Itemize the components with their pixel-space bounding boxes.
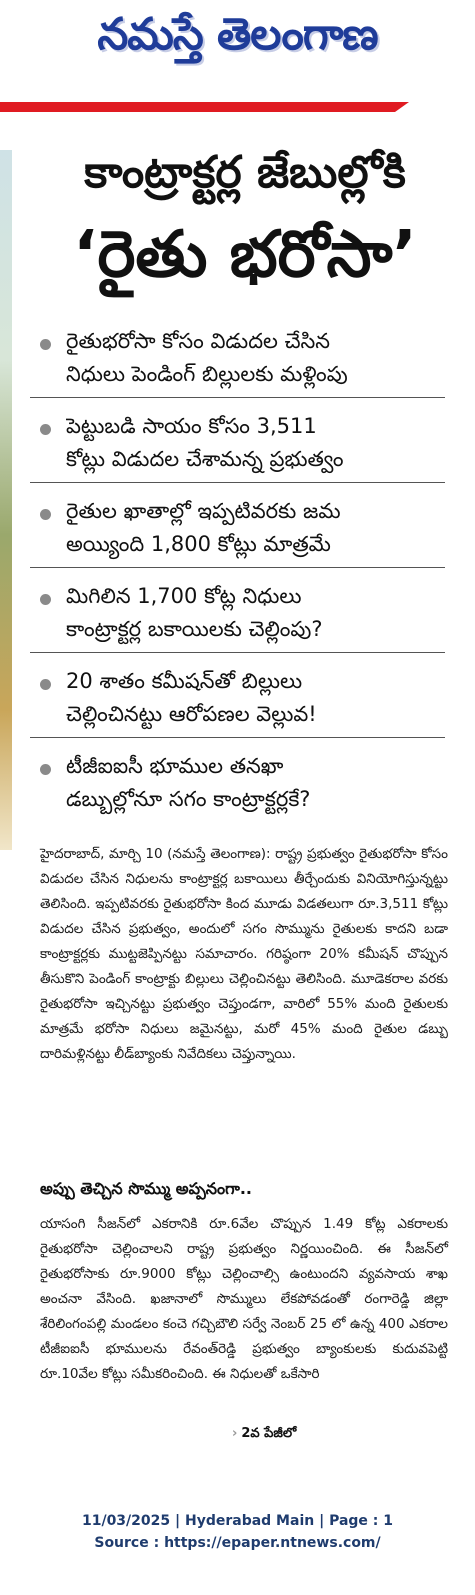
bullet-line: టీజీఐఐసీ భూముల తనఖా xyxy=(66,754,284,778)
bullet-dot-icon xyxy=(40,424,51,435)
red-divider xyxy=(0,102,395,112)
continued-label: 2వ పేజీలో xyxy=(241,1426,297,1441)
bullet-line: అయ్యింది 1,800 కోట్లు మాత్రమే xyxy=(66,532,331,556)
bullet-list xyxy=(30,325,445,834)
article-paragraph-2: యాసంగి సీజన్‌లో ఎకరానికి రూ.6వేల చొప్పున 1.49 కోట్ల ఎకరాలకు రైతుభరోసా చెల్లించాలని రాష్ట్ర ప్రభుత్వం నిర్ణయించింది. ఈ సీజన్‌లో రైతుభరోసాకు రూ.9000 కోట్లు చెల్లించాల్సి ఉంటుందని వ్యవసాయ శాఖ అంచనా వేసింది. ఖజానాలో సొమ్ములు లేకపోవడంతో రంగారెడ్డి జిల్లా శేరిలింగంపల్లి మండలం కంచె గచ్చిబౌలి సర్వే నెంబర్ 25 లో ఉన్న 400 ఎకరాల టీజీఐఐసీ భూములను రేవంత్‌రెడ్డి ప్రభుత్వం బ్యాంకులకు కుదువపెట్టి రూ.10వేల కోట్లు సమీకరించింది. ఈ నిధులతో ఒకేసారి xyxy=(40,1216,448,1382)
article-subheading: అప్పు తెచ్చిన సొమ్ము అప్పనంగా.. xyxy=(40,1179,253,1198)
masthead xyxy=(0,0,475,80)
footer-source-link[interactable]: Source : https://epaper.ntnews.com/ xyxy=(94,1535,381,1551)
chevron-right-icon: › xyxy=(232,1426,238,1441)
bullet-dot-icon xyxy=(40,594,51,605)
headline-line-2: ‘రైతు భరోసా’ xyxy=(73,218,417,292)
bullet-item xyxy=(30,580,445,653)
bullet-item xyxy=(30,410,445,483)
bullet-dot-icon xyxy=(40,509,51,520)
bullet-line: చెల్లించినట్టు ఆరోపణల వెల్లువ! xyxy=(66,702,317,726)
bullet-item xyxy=(30,665,445,738)
bullet-line: కాంట్రాక్టర్ల బకాయిలకు చెల్లింపు? xyxy=(66,617,323,641)
bullet-line: నిధులు పెండింగ్ బిల్లులకు మళ్లింపు xyxy=(66,362,348,386)
footer-edition-info: 11/03/2025 | Hyderabad Main | Page : 1 xyxy=(81,1513,394,1529)
bullet-item xyxy=(30,495,445,568)
bullet-item xyxy=(30,325,445,398)
photo-strip xyxy=(0,150,12,850)
bullet-line: మిగిలిన 1,700 కోట్ల నిధులు xyxy=(66,584,302,608)
article-paragraph-1: హైదరాబాద్, మార్చి 10 (నమస్తే తెలంగాణ): రాష్ట్ర ప్రభుత్వం రైతుభరోసా కోసం విడుదల చేసిన నిధులను కాంట్రాక్టర్ల బకాయిలు తీర్చేందుకు వినియోగిస్తున్నట్టు తెలిసింది. ఇప్పటివరకు రైతుభరోసా కింద మూడు విడతలుగా రూ.3,511 కోట్లు విడుదల చేసిన ప్రభుత్వం, అందులో సగం సొమ్మును రైతులకు కాదని బడా కాంట్రాక్టర్లకు ముట్టజెప్పినట్టు సమాచారం. గరిష్ఠంగా 20% కమీషన్ చొప్పున తీసుకొని పెండింగ్ కాంట్రాక్టు బిల్లులు చెల్లించినట్టు తెలిసింది. మూడెకరాల వరకు రైతుభరోసా ఇచ్చినట్టు ప్రభుత్వం చెప్తుండగా, వారిలో 55% మంది రైతులకు మాత్రమే భరోసా నిధులు జమైనట్టు, మరో 45% మంది రైతుల డబ్బు దారిమళ్లినట్టు లీడ్‌బ్యాంకు నివేదికలు చెప్తున్నాయి. xyxy=(40,846,448,1062)
newspaper-title: నమస్తే తెలంగాణ xyxy=(97,9,378,60)
bullet-dot-icon xyxy=(40,764,51,775)
bullet-item xyxy=(30,750,445,822)
bullet-line: కోట్లు విడుదల చేశామన్న ప్రభుత్వం xyxy=(66,447,344,471)
bullet-line: డబ్బుల్లోనూ సగం కాంట్రాక్టర్లకే? xyxy=(66,787,311,811)
bullet-dot-icon xyxy=(40,679,51,690)
bullet-dot-icon xyxy=(40,339,51,350)
bullet-line: రైతుభరోసా కోసం విడుదల చేసిన xyxy=(66,329,331,353)
bullet-line: 20 శాతం కమీషన్‌తో బిల్లులు xyxy=(66,669,303,693)
bullet-line: పెట్టుబడి సాయం కోసం 3,511 xyxy=(66,414,317,438)
headline-line-1: కాంట్రాక్టర్ల జేబుల్లోకి xyxy=(84,147,406,198)
continued-on-page-link[interactable] xyxy=(232,1426,296,1444)
bullet-line: రైతుల ఖాతాల్లో ఇప్పటివరకు జమ xyxy=(66,499,341,523)
